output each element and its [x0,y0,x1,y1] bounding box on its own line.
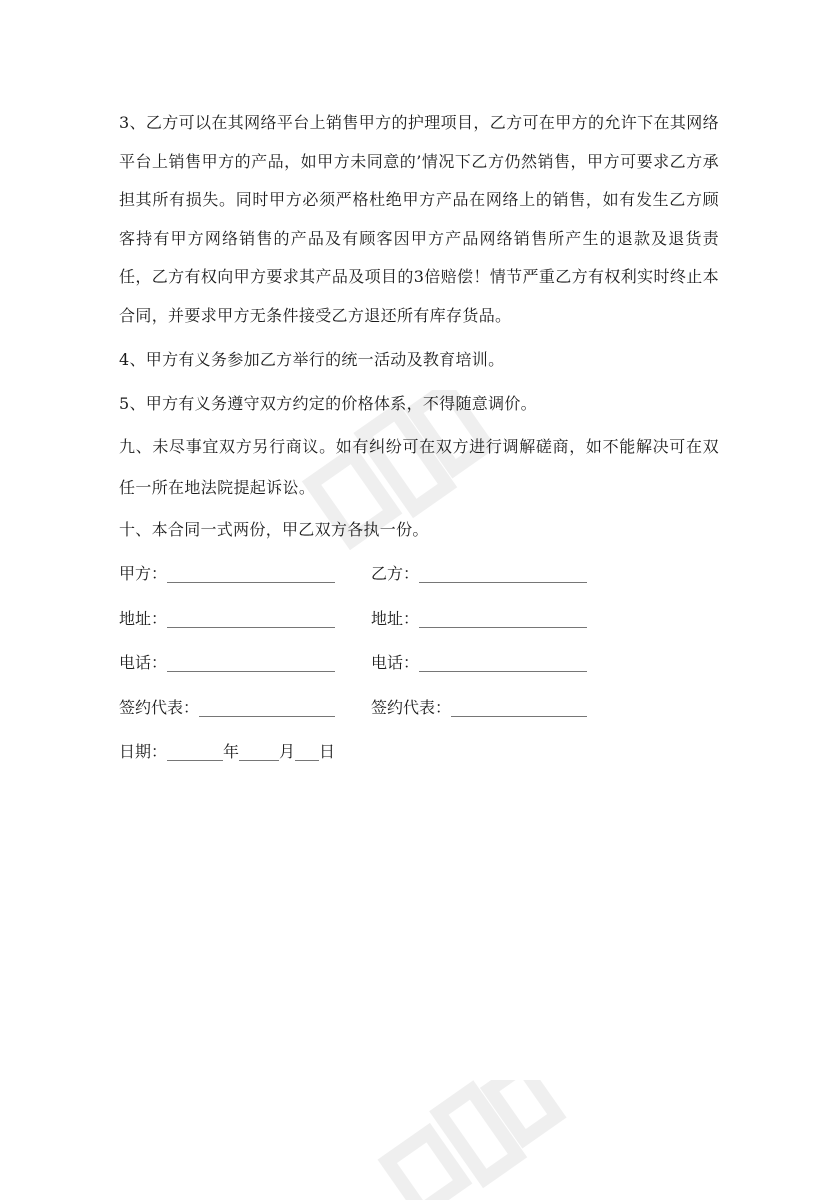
party-a-field: 甲方：_____________________ [119,564,336,583]
article-10: 十、本合同一式两份，甲乙双方各执一份。 [119,520,429,539]
date-field: 日期：_______年_____月___日 [119,742,336,761]
party-b-field: 乙方：_____________________ [371,564,588,583]
article-9: 九、未尽事宜双方另行商议。如有纠纷可在双方进行调解磋商，如不能解决可在双任一所在地法院提起诉讼。 [119,437,719,497]
signature-rep-row [119,686,719,731]
clause-5: 5、甲方有义务遵守双方约定的价格体系，不得随意调价。 [119,394,537,413]
signature-address-row [119,597,719,642]
signature-date-row [119,730,719,775]
signature-phone-row [119,641,719,686]
address-a-field: 地址：_____________________ [119,608,336,628]
phone-a-field: 电话：_____________________ [119,653,336,672]
contract-body [119,104,719,775]
rep-b-field: 签约代表：_________________ [371,697,588,717]
rep-a-field: 签约代表：_________________ [119,697,336,717]
clause-4: 4、甲方有义务参加乙方举行的统一活动及教育培训。 [119,350,505,369]
phone-b-field: 电话：_____________________ [371,653,588,672]
clause-3: 3、乙方可以在其网络平台上销售甲方的护理项目，乙方可在甲方的允许下在其网络平台上销售甲方的产品，如甲方未同意的’情况下乙方仍然销售，甲方可要求乙方承担其所有损失。同时甲方必须严格杜绝甲方产品在网络上的销售，如有发生乙方顾客持有甲方网络销售的产品及有顾客因甲方产品网络销售所产生的退款及退货责任，乙方有权向甲方要求其产品及项目的3倍赔偿！情节严重乙方有权利实时终止本合同，并要求甲方无条件接受乙方退还所有库存货品。 [119,113,719,325]
signature-party-row [119,552,719,597]
address-b-field: 地址：_____________________ [371,608,588,628]
watermark-logo-bottom [370,1080,570,1200]
